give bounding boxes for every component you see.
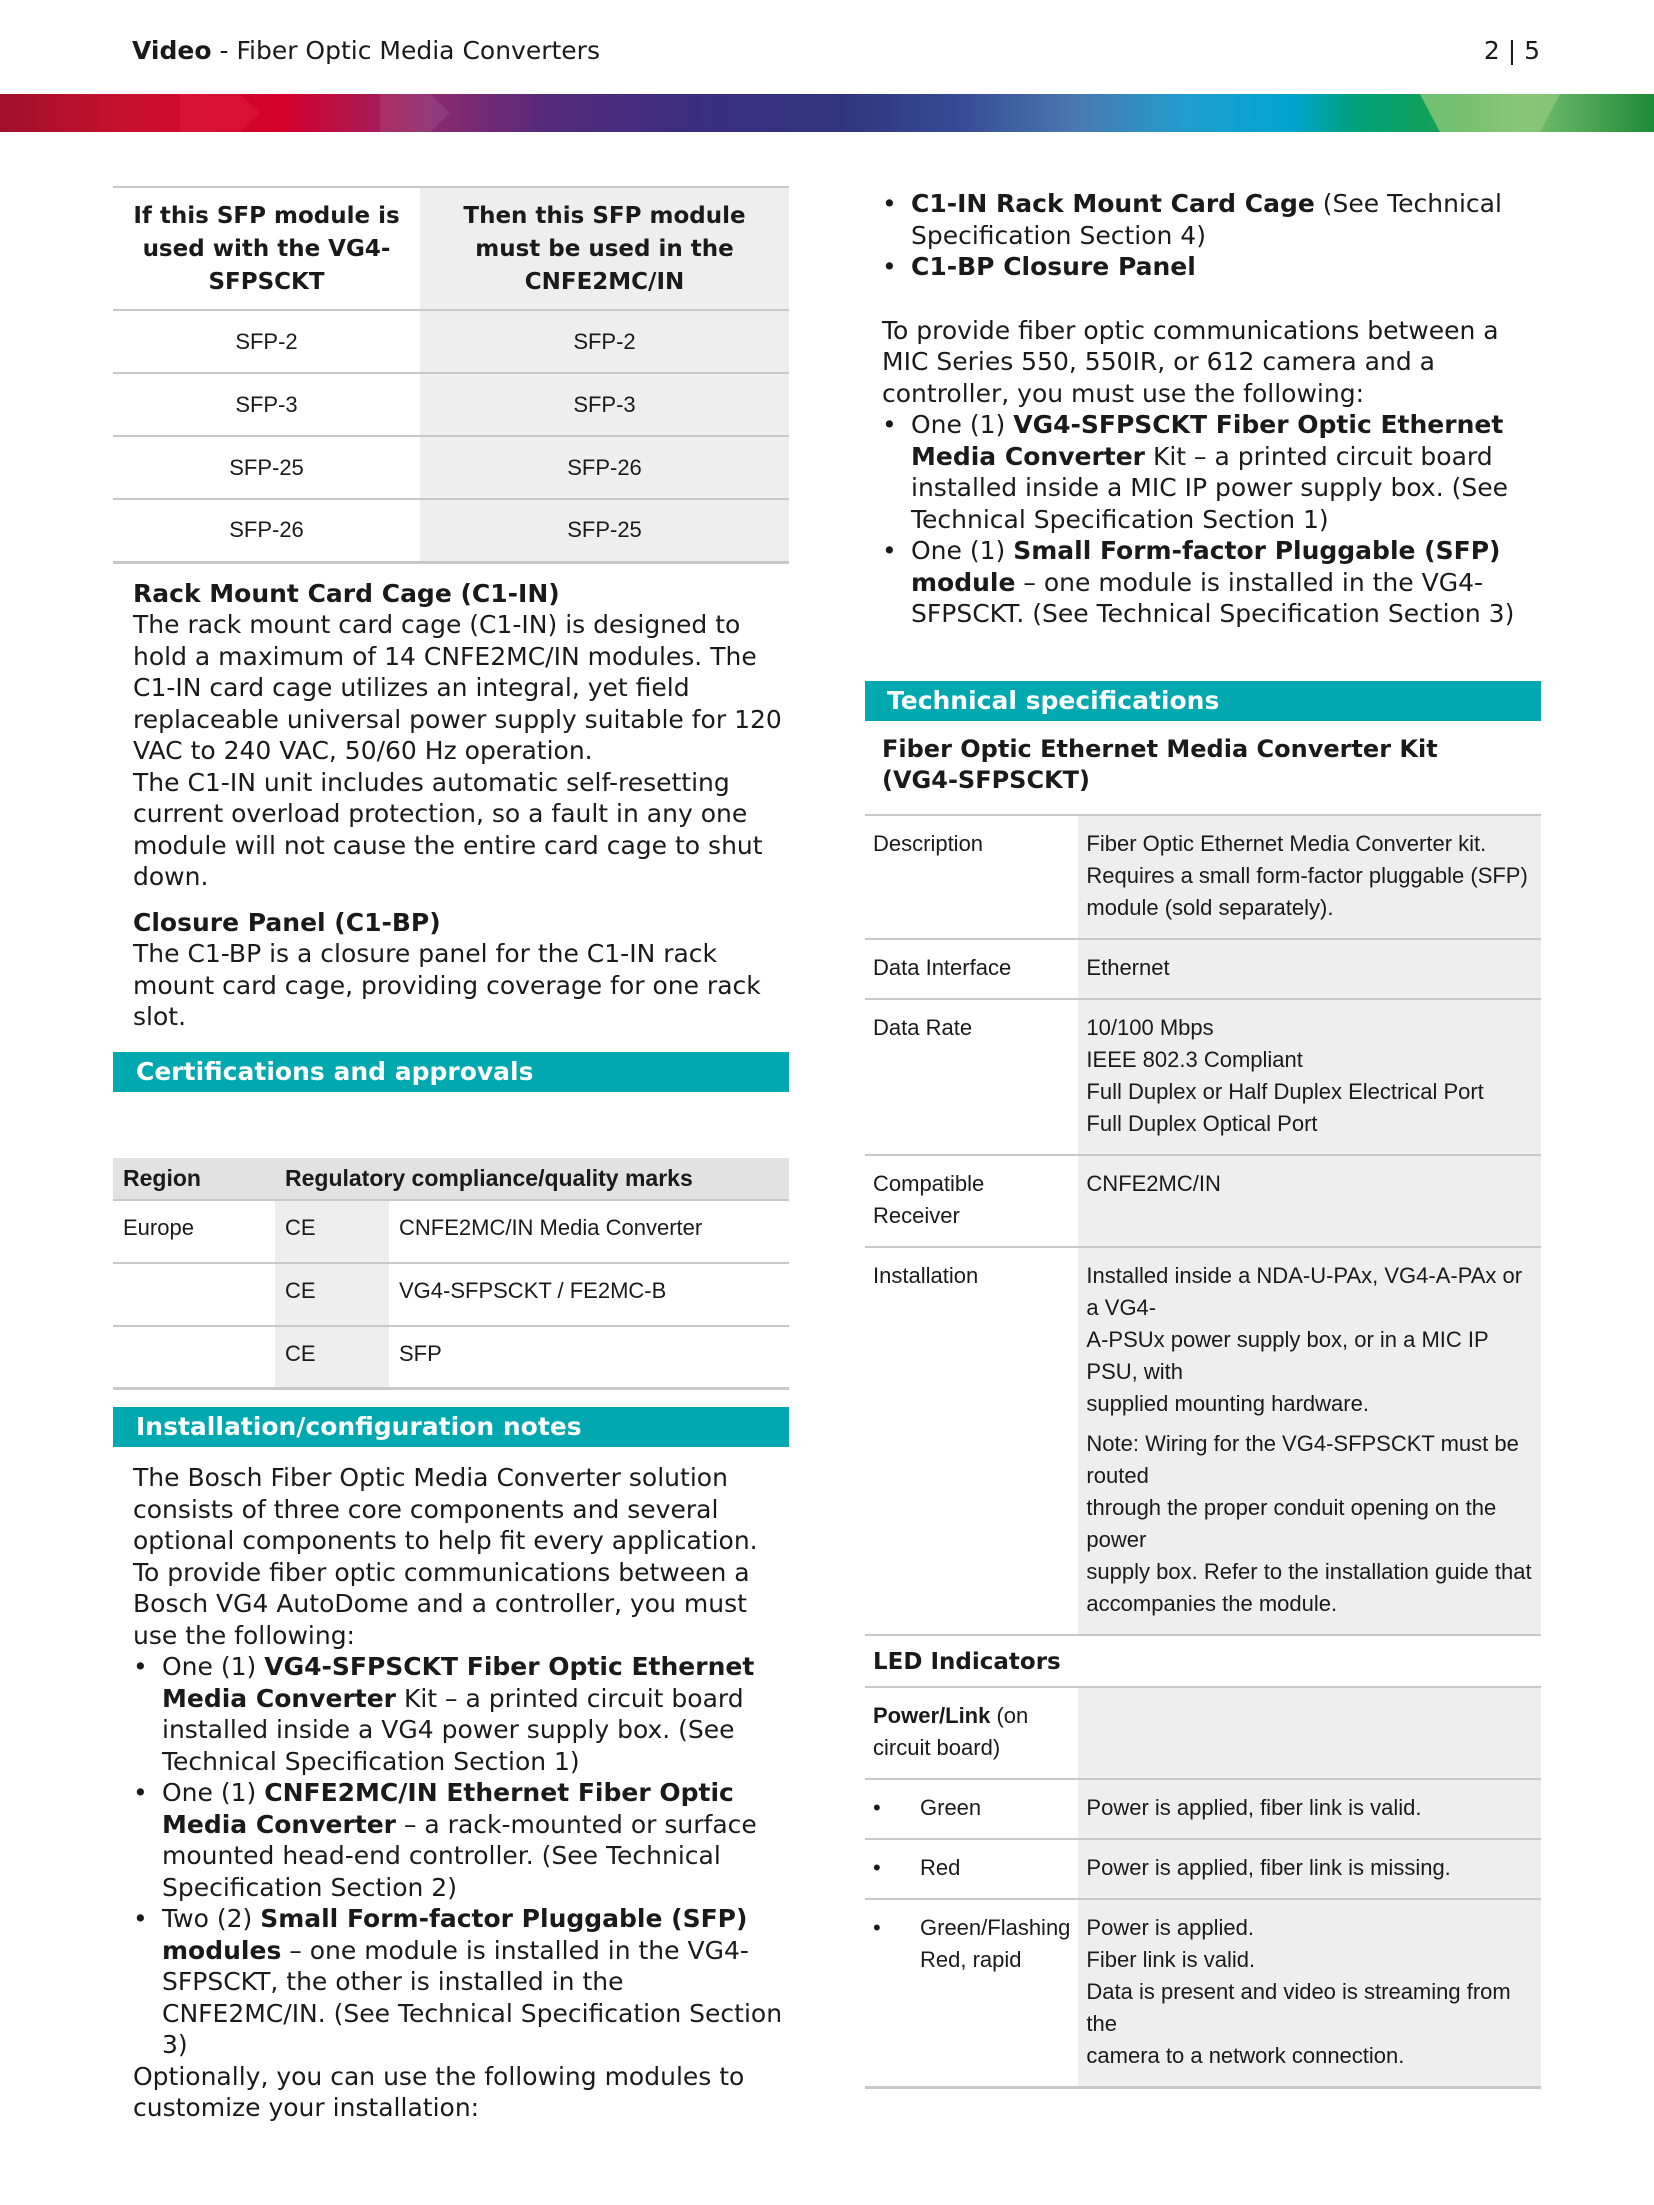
led-green-label: • Green bbox=[865, 1779, 1078, 1839]
sfp-cell: SFP-3 bbox=[420, 373, 789, 436]
spec-table bbox=[865, 814, 1541, 2089]
installation-notes bbox=[113, 1462, 789, 2124]
receiver-label: Compatible Receiver bbox=[865, 1155, 1078, 1247]
table-row bbox=[865, 1155, 1541, 1247]
led-flashing-label: • Green/Flashing Red, rapid bbox=[865, 1899, 1078, 2088]
product-cell: VG4-SFPSCKT / FE2MC-B bbox=[389, 1263, 789, 1326]
table-row bbox=[113, 1263, 789, 1326]
install-list bbox=[133, 1651, 789, 2061]
region-cell bbox=[113, 1326, 275, 1389]
mic-intro: To provide fiber optic communications between a MIC Series 550, 550IR, or 612 camera and a controller, you must use the following: bbox=[882, 315, 1499, 408]
mark-cell: CE bbox=[275, 1263, 389, 1326]
led-flashing-value: Power is applied. Fiber link is valid. Data is present and video is streaming from the camera to a network connection. bbox=[1078, 1899, 1541, 2088]
sfp-cell: SFP-2 bbox=[113, 310, 420, 373]
sfp-col1-header: If this SFP module is used with the VG4-SFPSCKT bbox=[113, 187, 420, 310]
install-outro: Optionally, you can use the following modules to customize your installation: bbox=[133, 2061, 745, 2122]
table-row bbox=[113, 436, 789, 499]
sfp-compatibility-table bbox=[113, 186, 789, 564]
brand-color-band bbox=[0, 94, 1654, 132]
table-row bbox=[113, 1326, 789, 1389]
region-cell: Europe bbox=[113, 1200, 275, 1263]
data-interface-value: Ethernet bbox=[1078, 939, 1541, 999]
list-item: • C1-IN Rack Mount Card Cage (See Technical Specification Section 4) bbox=[882, 188, 1541, 251]
sfp-cell: SFP-26 bbox=[113, 499, 420, 562]
list-item: • One (1) Small Form-factor Pluggable (SFP) module – one module is installed in the VG4-SFPSCKT. (See Technical Specification Section 3) bbox=[882, 535, 1541, 630]
power-link-value bbox=[1078, 1687, 1541, 1779]
certifications-title: Certifications and approvals bbox=[113, 1052, 789, 1092]
install-intro2: To provide fiber optic communications between a Bosch VG4 AutoDome and a controller, you must use the following: bbox=[133, 1557, 750, 1650]
rack-mount-heading: Rack Mount Card Cage (C1-IN) bbox=[133, 578, 560, 608]
region-cell bbox=[113, 1263, 275, 1326]
list-item: • C1-BP Closure Panel bbox=[882, 251, 1541, 283]
table-row bbox=[113, 1200, 789, 1263]
list-item: • One (1) CNFE2MC/IN Ethernet Fiber Optic Media Converter – a rack-mounted or surface mounted head-end controller. (See Technical Specification Section 2) bbox=[133, 1777, 789, 1903]
list-item: • Two (2) Small Form-factor Pluggable (SFP) modules – one module is installed in the VG4-SFPSCKT, the other is installed in the CNFE2MC/IN. (See Technical Specification Section 3) bbox=[133, 1903, 789, 2061]
receiver-value: CNFE2MC/IN bbox=[1078, 1155, 1541, 1247]
table-row bbox=[865, 1635, 1541, 1687]
data-rate-value: 10/100 Mbps IEEE 802.3 Compliant Full Duplex or Half Duplex Electrical Port Full Duplex Optical Port bbox=[1078, 999, 1541, 1155]
page-header bbox=[132, 36, 1540, 72]
region-header: Region bbox=[113, 1158, 275, 1200]
data-interface-label: Data Interface bbox=[865, 939, 1078, 999]
table-row bbox=[113, 373, 789, 436]
closure-panel-heading: Closure Panel (C1-BP) bbox=[133, 907, 441, 937]
rack-mount-para2: The C1-IN unit includes automatic self-resetting current overload protection, so a fault in any one module will not cause the entire card cage to shut down. bbox=[133, 767, 763, 891]
optional-list bbox=[882, 188, 1541, 283]
install-intro1: The Bosch Fiber Optic Media Converter solution consists of three core components and several optional components to help fit every application. bbox=[133, 1463, 758, 1555]
list-item: • One (1) VG4-SFPSCKT Fiber Optic Ethernet Media Converter Kit – a printed circuit board installed inside a MIC IP power supply box. (See Technical Specification Section 1) bbox=[882, 409, 1541, 535]
sfp-cell: SFP-25 bbox=[420, 499, 789, 562]
header-subtitle: Fiber Optic Media Converters bbox=[236, 36, 600, 65]
header-category: Video bbox=[132, 36, 212, 65]
led-heading: LED Indicators bbox=[865, 1635, 1541, 1687]
right-column bbox=[865, 188, 1541, 2089]
led-red-label: • Red bbox=[865, 1839, 1078, 1899]
description-label: Description bbox=[865, 815, 1078, 939]
rack-mount-para1: The rack mount card cage (C1-IN) is designed to hold a maximum of 14 CNFE2MC/IN modules. The C1-IN card cage utilizes an integral, yet field replaceable universal power supply suitable for 120 VAC to 240 VAC, 50/60 Hz operation. bbox=[133, 610, 782, 765]
rack-mount-section bbox=[113, 578, 789, 893]
tech-specs-title: Technical specifications bbox=[865, 681, 1541, 721]
table-row bbox=[865, 815, 1541, 939]
kit-heading: Fiber Optic Ethernet Media Converter Kit (VG4-SFPSCKT) bbox=[882, 734, 1438, 794]
closure-panel-section bbox=[113, 907, 789, 1033]
table-row bbox=[865, 1687, 1541, 1779]
header-separator: - bbox=[211, 36, 237, 65]
mic-list bbox=[882, 409, 1541, 630]
led-green-value: Power is applied, fiber link is valid. bbox=[1078, 1779, 1541, 1839]
data-rate-label: Data Rate bbox=[865, 999, 1078, 1155]
installation-label: Installation bbox=[865, 1247, 1078, 1635]
description-value: Fiber Optic Ethernet Media Converter kit. Requires a small form-factor pluggable (SFP) module (sold separately). bbox=[1078, 815, 1541, 939]
marks-header: Regulatory compliance/quality marks bbox=[275, 1158, 789, 1200]
product-cell: SFP bbox=[389, 1326, 789, 1389]
sfp-cell: SFP-26 bbox=[420, 436, 789, 499]
list-item: • One (1) VG4-SFPSCKT Fiber Optic Ethernet Media Converter Kit – a printed circuit board installed inside a VG4 power supply box. (See Technical Specification Section 1) bbox=[133, 1651, 789, 1777]
led-red-value: Power is applied, fiber link is missing. bbox=[1078, 1839, 1541, 1899]
installation-value: Installed inside a NDA-U-PAx, VG4-A-PAx or a VG4- A-PSUx power supply box, or in a MIC IP PSU, with supplied mounting hardware. Note: Wiring for the VG4-SFPSCKT must be routed through the proper conduit opening on the power supply box. Refer to the installation guide that accompanies the module. bbox=[1078, 1247, 1541, 1635]
table-row bbox=[865, 999, 1541, 1155]
table-row bbox=[113, 310, 789, 373]
sfp-cell: SFP-2 bbox=[420, 310, 789, 373]
product-cell: CNFE2MC/IN Media Converter bbox=[389, 1200, 789, 1263]
sfp-col2-header: Then this SFP module must be used in the CNFE2MC/IN bbox=[420, 187, 789, 310]
table-row bbox=[865, 1779, 1541, 1839]
sfp-cell: SFP-25 bbox=[113, 436, 420, 499]
certifications-table bbox=[113, 1158, 789, 1391]
power-link-label: Power/Link (on circuit board) bbox=[865, 1687, 1078, 1779]
table-row bbox=[865, 1899, 1541, 2088]
left-column bbox=[113, 186, 789, 2124]
table-row bbox=[865, 1839, 1541, 1899]
page-number: 2 | 5 bbox=[1483, 36, 1540, 65]
sfp-cell: SFP-3 bbox=[113, 373, 420, 436]
mark-cell: CE bbox=[275, 1326, 389, 1389]
table-row bbox=[865, 1247, 1541, 1635]
table-row bbox=[113, 499, 789, 562]
installation-title: Installation/configuration notes bbox=[113, 1407, 789, 1447]
mark-cell: CE bbox=[275, 1200, 389, 1263]
table-row bbox=[865, 939, 1541, 999]
optional-modules bbox=[865, 188, 1541, 630]
closure-panel-para: The C1-BP is a closure panel for the C1-IN rack mount card cage, providing coverage for one rack slot. bbox=[133, 939, 761, 1031]
